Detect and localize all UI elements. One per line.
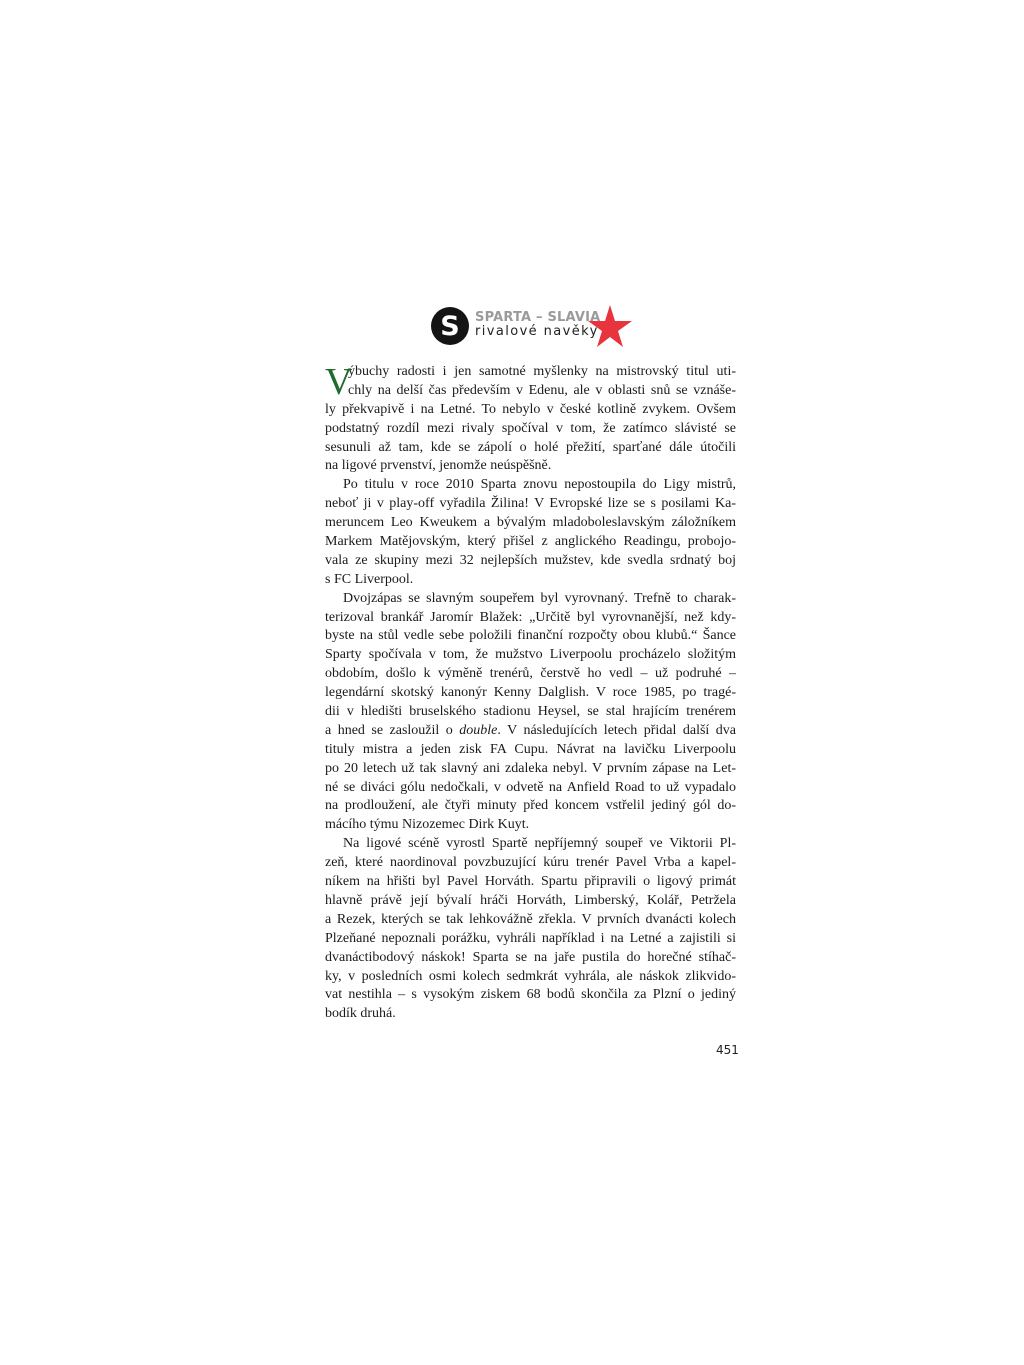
text-line: vat nestihla – s vysokým ziskem 68 bodů skončila za Plzní o jediný: [325, 987, 736, 1003]
page-number: 451: [716, 1043, 739, 1057]
text-line: na ligové prvenství, jenomže neúspěšně.: [325, 458, 552, 474]
book-header: [430, 304, 640, 350]
text-line: meruncem Leo Kweukem a bývalým mladoboleslavským záložníkem: [325, 515, 736, 531]
text-line: dii v hledišti bruselského stadionu Heysel, se stal hrajícím trenérem: [325, 704, 736, 720]
text-line: chly na delší čas především v Edenu, ale v oblasti snů se vznáše-: [348, 382, 736, 398]
text-line: níkem na hřišti byl Pavel Horváth. Spartu připravili o ligový primát: [325, 874, 736, 890]
sparta-slavia-logo-icon: [430, 306, 470, 346]
text-line: hlavně právě její bývalí hráči Horváth, Limberský, Kolář, Petržela: [325, 892, 736, 908]
text-line: ly překvapivě i na Letné. To nebylo v české kotlině zvykem. Ovšem: [325, 401, 736, 417]
paragraph-4: [325, 835, 736, 1024]
text-line: byste na stůl vedle sebe položili finanční rozpočty obou klubů.“ Šance: [325, 628, 736, 644]
text-line: né se diváci gólu nedočkali, v odvetě na Anfield Road to už vypadalo: [325, 779, 736, 795]
text-line: Po titulu v roce 2010 Sparta znovu nepostoupila do Ligy mistrů,: [343, 477, 736, 493]
article-body: [325, 363, 736, 1024]
text-line: tituly mistra a jeden zisk FA Cupu. Návrat na lavičku Liverpoolu: [325, 741, 736, 757]
text-line: Plzeňané nepoznali porážku, vyhráli například i na Letné a zajistili si: [325, 930, 736, 946]
text-line: na prodloužení, ale čtyři minuty před koncem vstřelil jediný gól do-: [325, 798, 736, 814]
text-line: ýbuchy radosti i jen samotné myšlenky na mistrovský titul uti-: [348, 364, 736, 379]
text-line: Na ligové scéně vyrostl Spartě nepříjemný soupeř ve Viktorii Pl-: [343, 836, 736, 852]
text-line: neboť ji v play-off vyřadila Žilina! V Evropské lize se s posilami Ka-: [325, 496, 736, 512]
text-line: Markem Matějovským, který přišel z anglického Readingu, probojo-: [325, 534, 736, 550]
text-line: mácího týmu Nizozemec Dirk Kuyt.: [325, 817, 530, 833]
text-line: bodík druhá.: [325, 1006, 396, 1022]
text-line: Sparty spočívala v tom, že mužstvo Liverpoolu procházelo složitým: [325, 647, 736, 663]
text-line: terizoval brankář Jaromír Blažek: „Určitě byl vyrovnanější, než kdy-: [325, 609, 736, 625]
paragraph-1: [325, 363, 736, 476]
text-line: sesunuli až tam, kde se zápolí o holé přežití, sparťané dále útočili: [325, 439, 736, 455]
text-line: dvanáctibodový náskok! Sparta se na jaře pustila do horečné stíhač-: [325, 949, 736, 965]
text-line: a hned se zasloužil o double. V následujících letech přidal další dva: [325, 722, 736, 738]
text-line: vala ze skupiny mezi 32 nejlepších mužstev, kde svedla srdnatý boj: [325, 552, 736, 568]
text-line: a Rezek, kterých se tak lehkovážně zřekla. V prvních dvanácti kolech: [325, 911, 736, 927]
paragraph-3: [325, 590, 736, 836]
text-line: Dvojzápas se slavným soupeřem byl vyrovnaný. Trefně to charak-: [343, 590, 736, 606]
paragraph-2: [325, 476, 736, 589]
text-line: legendární skotský kanonýr Kenny Dalglish. V roce 1985, po tragé-: [325, 685, 736, 701]
red-star-icon: [587, 304, 633, 348]
text-line: obdobím, došlo k výměně trenérů, čerstvě ho vedl – už podruhé –: [325, 666, 736, 682]
header-subtitle: rivalové navěky: [475, 324, 599, 339]
italic-term: double: [459, 722, 498, 738]
text-line: ky, v posledních osmi kolech sedmkrát vyhrála, ale náskok zlikvido-: [325, 968, 736, 984]
text-line: podstatný rozdíl mezi rivaly spočíval v tom, že zatímco slávisté se: [325, 420, 736, 436]
text-line: zeň, které naordinoval povzbuzující kúru trenér Pavel Vrba a kapel-: [325, 855, 736, 871]
header-title: SPARTA – SLAVIA: [475, 310, 601, 325]
drop-cap: V: [325, 361, 353, 403]
text-line: po 20 letech už tak slavný ani zdaleka nebyl. V prvním zápase na Let-: [325, 760, 736, 776]
svg-text:S: S: [440, 311, 460, 342]
text-line: s FC Liverpool.: [325, 571, 414, 587]
